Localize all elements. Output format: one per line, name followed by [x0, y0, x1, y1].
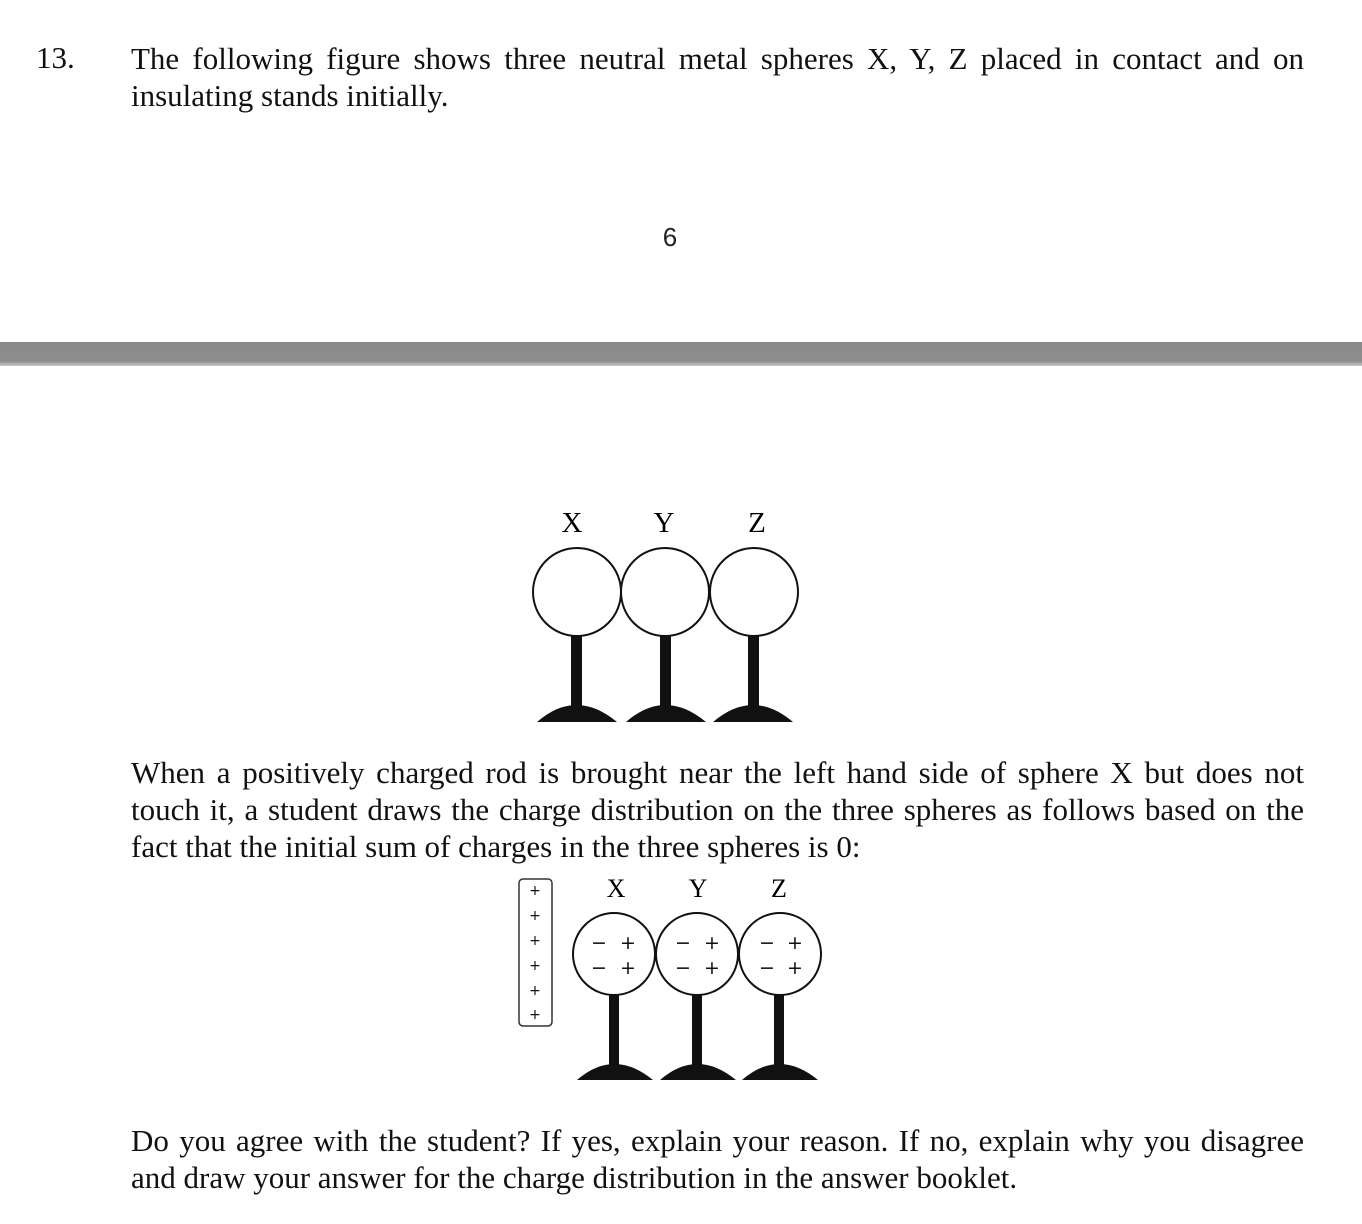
sphere2-label-z: Z [771, 874, 787, 903]
sphere-label-z: Z [748, 507, 766, 539]
sphere2-label-x: X [606, 874, 626, 903]
positive-charge: + [704, 957, 720, 979]
stand2-x [577, 994, 653, 1080]
sphere2-y [656, 913, 738, 995]
negative-charge: − [591, 932, 607, 954]
sphere2-z [739, 913, 821, 995]
stand2-y [660, 994, 736, 1080]
negative-charge: − [591, 957, 607, 979]
page-number: 6 [662, 222, 678, 252]
negative-charge: − [675, 932, 691, 954]
prompt-line-2: and draw your answer for the charge distribution in the answer booklet. [131, 1160, 1018, 1195]
rod-charge: + [529, 908, 541, 924]
sphere-label-y: Y [653, 507, 675, 539]
positive-charge: + [620, 932, 636, 954]
question-number: 13. [36, 40, 75, 75]
rod-charge: + [529, 883, 541, 899]
positive-charge: + [704, 932, 720, 954]
charged-rod [519, 879, 552, 1026]
positive-charge: + [787, 932, 803, 954]
negative-charge: − [675, 957, 691, 979]
rod-charge: + [529, 1007, 541, 1023]
intro-line-1: The following figure shows three neutral metal spheres X, Y, Z placed in contact and on [131, 41, 1304, 76]
rod-charge: + [529, 958, 541, 974]
sphere-label-x: X [561, 507, 583, 539]
question-prompt [131, 1122, 1304, 1196]
stand2-z [742, 994, 818, 1080]
negative-charge: − [759, 957, 775, 979]
positive-charge: + [787, 957, 803, 979]
positive-charge: + [620, 957, 636, 979]
rod-charge: + [529, 983, 541, 999]
sphere2-label-y: Y [688, 874, 708, 903]
sphere2-x [573, 913, 655, 995]
scenario-line-3: fact that the initial sum of charges in the three spheres is 0: [131, 829, 861, 864]
scenario-line-2: touch it, a student draws the charge distribution on the three spheres as follows based on the [131, 792, 1304, 827]
prompt-line-1: Do you agree with the student? If yes, explain your reason. If no, explain why you disagree [131, 1123, 1304, 1158]
scenario-line-1: When a positively charged rod is brought near the left hand side of sphere X but does not [131, 755, 1304, 790]
intro-line-2: insulating stands initially. [131, 78, 449, 113]
negative-charge: − [759, 932, 775, 954]
rod-charge: + [529, 933, 541, 949]
